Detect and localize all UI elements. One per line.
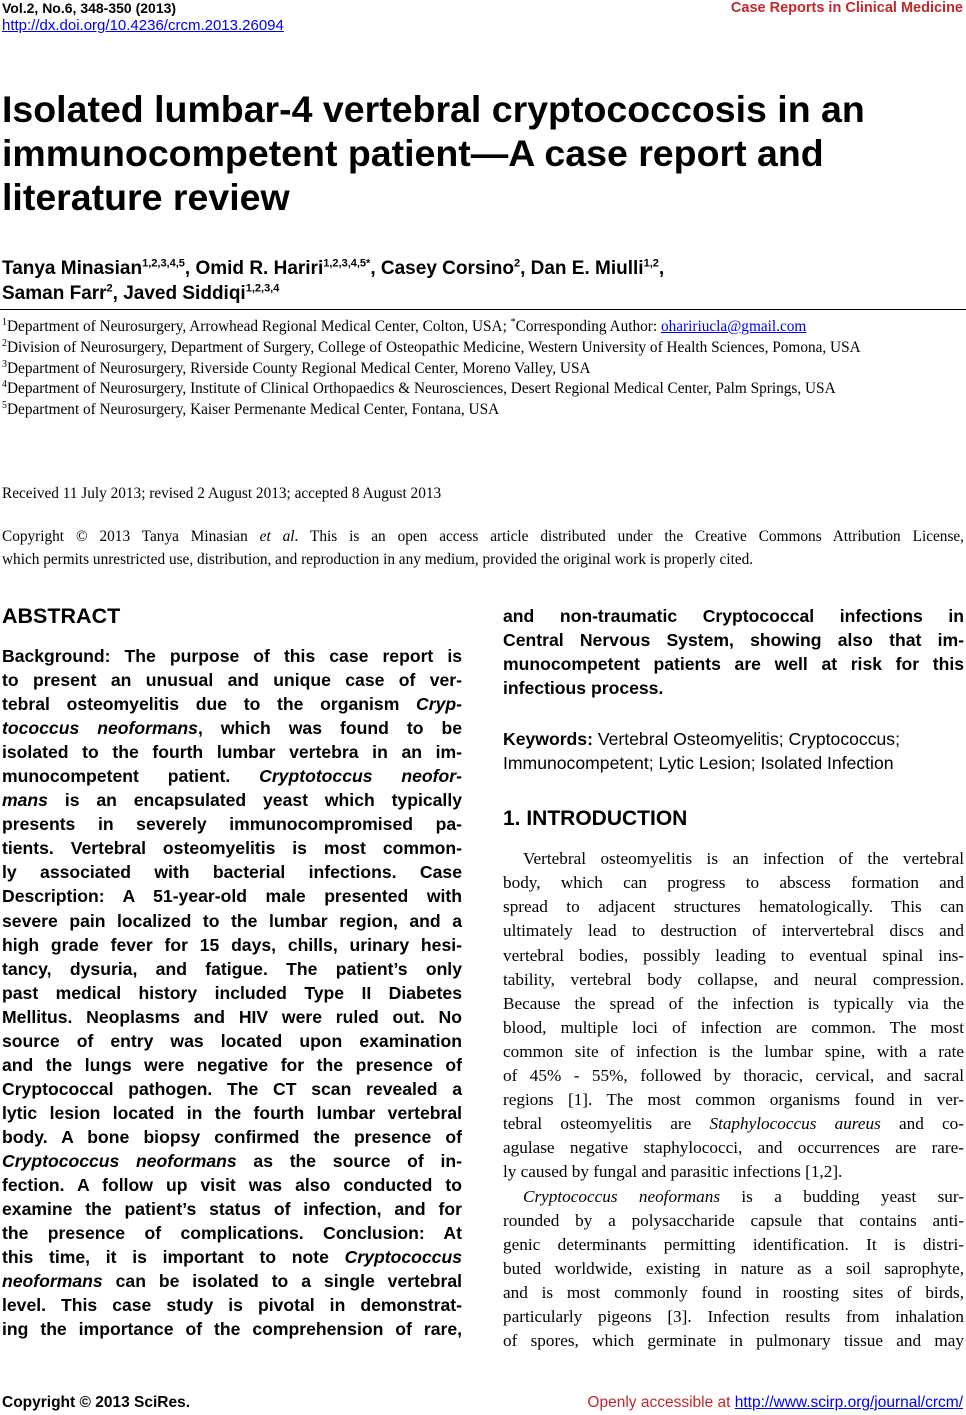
author-name: Javed Siddiqi [123, 283, 246, 304]
keywords: Keywords: Vertebral Osteomyelitis; Cryptococcus; Immunocompetent; Lytic Lesion; Isolated Infection [503, 729, 900, 774]
author-name: Dan E. Miulli [530, 258, 644, 279]
affiliations [2, 317, 964, 421]
abstract-continued: and non-traumatic Cryptococcal infections in Central Nervous System, showing also that im- munocompetent patients are well at risk for this infectious process. [503, 606, 964, 699]
author-name: Saman Farr [2, 283, 107, 304]
affiliation-3: $^3$Department of Neurosurgery, Riverside County Regional Medical Center, Moreno Valley, USA [2, 358, 591, 377]
affiliation-2: $^2$Division of Neurosurgery, Department of Surgery, College of Osteopathic Medicine, Western University of Health Sciences, Pomona, USA [2, 337, 861, 356]
footer-access: Openly accessible at http://www.scirp.org/journal/crcm/ [587, 1394, 963, 1411]
author-name: Tanya Minasian [2, 258, 143, 279]
running-header-left [2, 0, 284, 34]
doi-link[interactable]: http://dx.doi.org/10.4236/crcm.2013.26094 [2, 17, 284, 34]
volume-info: Vol.2, No.6, 348-350 (2013) [2, 0, 177, 16]
author-name: Omid R. Hariri [195, 258, 324, 279]
paper-title: Isolated lumbar-4 vertebral cryptococcosis in an immunocompetent patient—A case report and literature review [2, 88, 865, 218]
footer-copyright: Copyright © 2013 SciRes. [2, 1394, 191, 1411]
abstract-heading: ABSTRACT [2, 604, 121, 628]
license-notice: Copyright © 2013 Tanya Minasian et al. This is an open access article distributed under the Creative Commons Attribution License, which permits unrestricted use, distribution, and reproduction in any medium, provided the original work is properly cited. [2, 528, 965, 568]
received-dates: Received 11 July 2013; revised 2 August 2013; accepted 8 August 2013 [2, 485, 442, 502]
introduction-text: Vertebral osteomyelitis is an infection of the vertebral body, which can progress to abscess formation and spread to adjacent structures hematologically. This can ultimately lead to destruction of intervertebral discs and vertebral bodies, possibly leading to eventual spinal ins- tability, vertebral body collapse, and neural compression. Because the spread of the infection is typically via the blood, multiple loci of infection are common. The most common site of infection is the lumbar spine, with a rate of 45% - 55%, followed by thoracic, cervical, and sacral regions [1]. The most common organisms found in ver- tebral osteomyelitis are Staphylococcus aureus and co- agulase negative staphylococci, and occurrences are rare- ly caused by fungal and parasitic infections [1,2]. Cryptococcus neoformans is a budding yeast sur- rounded by a polysaccharide capsule that contains anti- genic determinants permitting identification. It is distri- buted worldwide, existing in nature as a soil saprophyte, and is most commonly found in roosting sites of birds, particularly pigeons [3]. Infection results from inhalation of spores, which germinate in pulmonary tissue and may [503, 849, 965, 1351]
author-affil-sup: 1,2,3,4 [245, 282, 280, 295]
author-affil-sup: 1,2,3,4,5* [323, 257, 371, 270]
affiliation-1: $^1$Department of Neurosurgery, Arrowhead Regional Medical Center, Colton, USA; *Corresponding Author: ohariri​ucla@gmail.com [2, 316, 807, 335]
right-column [503, 604, 964, 1353]
journal-url-link[interactable]: http://www.scirp.org/journal/crcm/ [734, 1394, 963, 1411]
affiliation-4: $^4$Department of Neurosurgery, Institute of Clinical Orthopaedics & Neurosciences, Desert Regional Medical Center, Palm Springs, USA [2, 379, 836, 398]
author-list: Tanya Minasian$^{1,2,3,4,5}$, Omid R. Hariri$^{1,2,3,4,5*}$, Casey Corsino$^2$, Dan E. Miulli$^{1,2}$, Saman Farr$^2$, Javed Siddiqi$^{1,2,3,4}$ [2, 257, 665, 304]
keywords-label: Keywords: [503, 729, 593, 750]
section-heading-introduction: 1. INTRODUCTION [503, 807, 688, 831]
author-affil-sup: 1,2 [643, 257, 659, 270]
abstract-column [2, 602, 462, 1341]
author-affil-sup: 1,2,3,4,5 [142, 257, 185, 270]
journal-name: Case Reports in Clinical Medicine [730, 0, 963, 16]
abstract-text: Background: The purpose of this case report is to present an unusual and unique case of ver- tebral osteomyelitis due to the organism Cryp- tococcus neoformans, which was found to be isolated to the fourth lumbar vertebra in an im- munocompetent patient. Cryptotoccus neofor- mans is an encapsulated yeast which typically presents in severely immunocompromised pa- tients. Vertebral osteomyelitis is most common- ly associated with bacterial infections. Case Description: A 51-year-old male presented with severe pain localized to the lumbar region, and a high grade fever for 15 days, chills, urinary hesi- tancy, dysuria, and fatigue. The patient’s only past medical history included Type II Diabetes Mellitus. Neoplasms and HIV were ruled out. No source of entry was located upon examination and the lungs were negative for the presence of Cryptococcal pathogen. The CT scan revealed a lytic lesion located in the fourth lumbar vertebral body. A bone biopsy confirmed the presence of Cryptococcus neoformans as the source of in- fection. A follow up visit was also conducted to examine the patient’s status of infection, and for the presence of complications. Conclusion: At this time, it is important to note Cryptococcus neoformans can be isolated to a single vertebral level. This case study is pivotal in demonstrat- ing the importance of the comprehension of rare, [2, 646, 462, 1340]
corresponding-email-link[interactable]: ohariri​ucla@gmail.com [660, 318, 807, 335]
author-affil-sup: 2 [106, 282, 113, 295]
author-name: Casey Corsino [380, 258, 514, 279]
affiliation-5: $^5$Department of Neurosurgery, Kaiser Permenante Medical Center, Fontana, USA [2, 400, 500, 419]
header-divider [0, 309, 966, 310]
author-affil-sup: 2 [513, 257, 521, 270]
